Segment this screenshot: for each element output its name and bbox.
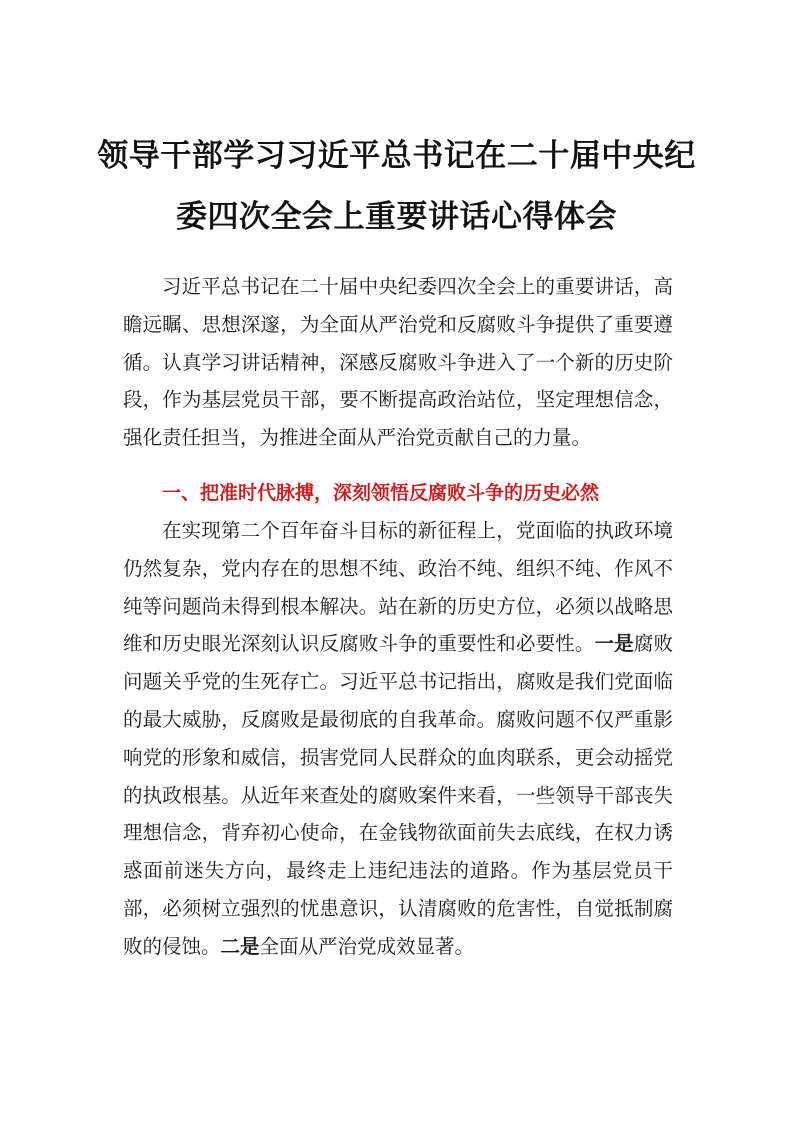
document-title-line-1: 领导干部学习习近平总书记在二十届中央纪 — [97, 138, 696, 174]
section-1-paragraph — [123, 512, 673, 966]
document-title-line-2: 委四次全会上重要讲话心得体会 — [176, 199, 617, 235]
section-1-text-c: 全面从严治党成效显著。 — [259, 934, 475, 958]
point-1-lead: 一是 — [594, 632, 634, 656]
section-heading-1: 一、把准时代脉搏，深刻领悟反腐败斗争的历史必然 — [162, 482, 600, 504]
section-1-text-a: 在实现第二个百年奋斗目标的新征程上，党面临的执政环境仍然复杂，党内存在的思想不纯、政治不纯、组织不纯、作风不纯等问题尚未得到根本解决。站在新的历史方位，必须以战略思维和历史眼光深刻认识反腐败斗争的重要性和必要性。 — [123, 519, 673, 656]
point-2-lead: 二是 — [220, 934, 260, 958]
section-1-text-b: 腐败问题关乎党的生死存亡。习近平总书记指出，腐败是我们党面临的最大威胁，反腐败是最彻底的自我革命。腐败问题不仅严重影响党的形象和威信，损害党同人民群众的血肉联系，更会动摇党的执政根基。从近年来查处的腐败案件来看，一些领导干部丧失理想信念，背弃初心使命，在金钱物欲面前失去底线，在权力诱惑面前迷失方向，最终走上违纪违法的道路。作为基层党员干部，必须树立强烈的忧患意识，认清腐败的危害性，自觉抵制腐败的侵蚀。 — [123, 632, 673, 958]
intro-paragraph: 习近平总书记在二十届中央纪委四次全会上的重要讲话，高瞻远瞩、思想深邃，为全面从严治党和反腐败斗争提供了重要遵循。认真学习讲话精神，深感反腐败斗争进入了一个新的历史阶段，作为基层党员干部，要不断提高政治站位，坚定理想信念，强化责任担当，为推进全面从严治党贡献自己的力量。 — [123, 275, 673, 450]
